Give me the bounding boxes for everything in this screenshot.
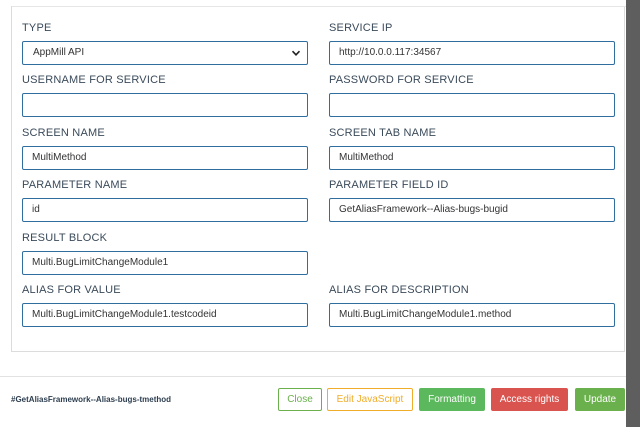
- type-select-value: AppMill API: [33, 47, 85, 58]
- type-field: [22, 21, 308, 65]
- screen-tab-name-input[interactable]: MultiMethod: [329, 146, 615, 170]
- service-ip-input[interactable]: http://10.0.0.117:34567: [329, 41, 615, 65]
- username-label: USERNAME FOR SERVICE: [22, 74, 166, 86]
- formatting-button[interactable]: Formatting: [419, 388, 485, 411]
- screen-name-label: SCREEN NAME: [22, 127, 105, 139]
- username-input[interactable]: [22, 93, 308, 117]
- access-rights-button[interactable]: Access rights: [491, 388, 568, 411]
- screen-tab-name-field: [329, 126, 615, 170]
- alias-description-label: ALIAS FOR DESCRIPTION: [329, 284, 469, 296]
- screen-name-input[interactable]: MultiMethod: [22, 146, 308, 170]
- alias-description-field: [329, 283, 615, 327]
- password-input[interactable]: [329, 93, 615, 117]
- alias-value-input[interactable]: Multi.BugLimitChangeModule1.testcodeid: [22, 303, 308, 327]
- edit-javascript-button[interactable]: Edit JavaScript: [327, 388, 413, 411]
- screen-name-field: [22, 126, 308, 170]
- close-button[interactable]: Close: [278, 388, 322, 411]
- modal-backdrop: [626, 0, 640, 427]
- password-field: [329, 73, 615, 117]
- result-block-input[interactable]: Multi.BugLimitChangeModule1: [22, 251, 308, 275]
- service-ip-label: SERVICE IP: [329, 22, 393, 34]
- parameter-field-id-label: PARAMETER FIELD ID: [329, 179, 449, 191]
- service-ip-field: [329, 21, 615, 65]
- alias-value-label: ALIAS FOR VALUE: [22, 284, 121, 296]
- alias-value-field: [22, 283, 308, 327]
- screen-tab-name-label: SCREEN TAB NAME: [329, 127, 437, 139]
- type-select[interactable]: [22, 41, 308, 65]
- divider: [12, 6, 626, 7]
- parameter-name-label: PARAMETER NAME: [22, 179, 128, 191]
- element-id-label: #GetAliasFramework--Alias-bugs-tmethod: [11, 395, 172, 404]
- parameter-name-field: [22, 178, 308, 222]
- password-label: PASSWORD FOR SERVICE: [329, 74, 474, 86]
- parameter-field-id-input[interactable]: GetAliasFramework--Alias-bugs-bugid: [329, 198, 615, 222]
- username-field: [22, 73, 308, 117]
- alias-description-input[interactable]: Multi.BugLimitChangeModule1.method: [329, 303, 615, 327]
- result-block-label: RESULT BLOCK: [22, 232, 108, 244]
- dialog-footer: [0, 376, 626, 427]
- parameter-field-id-field: [329, 178, 615, 222]
- parameter-name-input[interactable]: id: [22, 198, 308, 222]
- chevron-down-icon: [291, 48, 301, 58]
- update-button[interactable]: Update: [575, 388, 625, 411]
- type-label: TYPE: [22, 22, 52, 34]
- result-block-field: [22, 231, 308, 275]
